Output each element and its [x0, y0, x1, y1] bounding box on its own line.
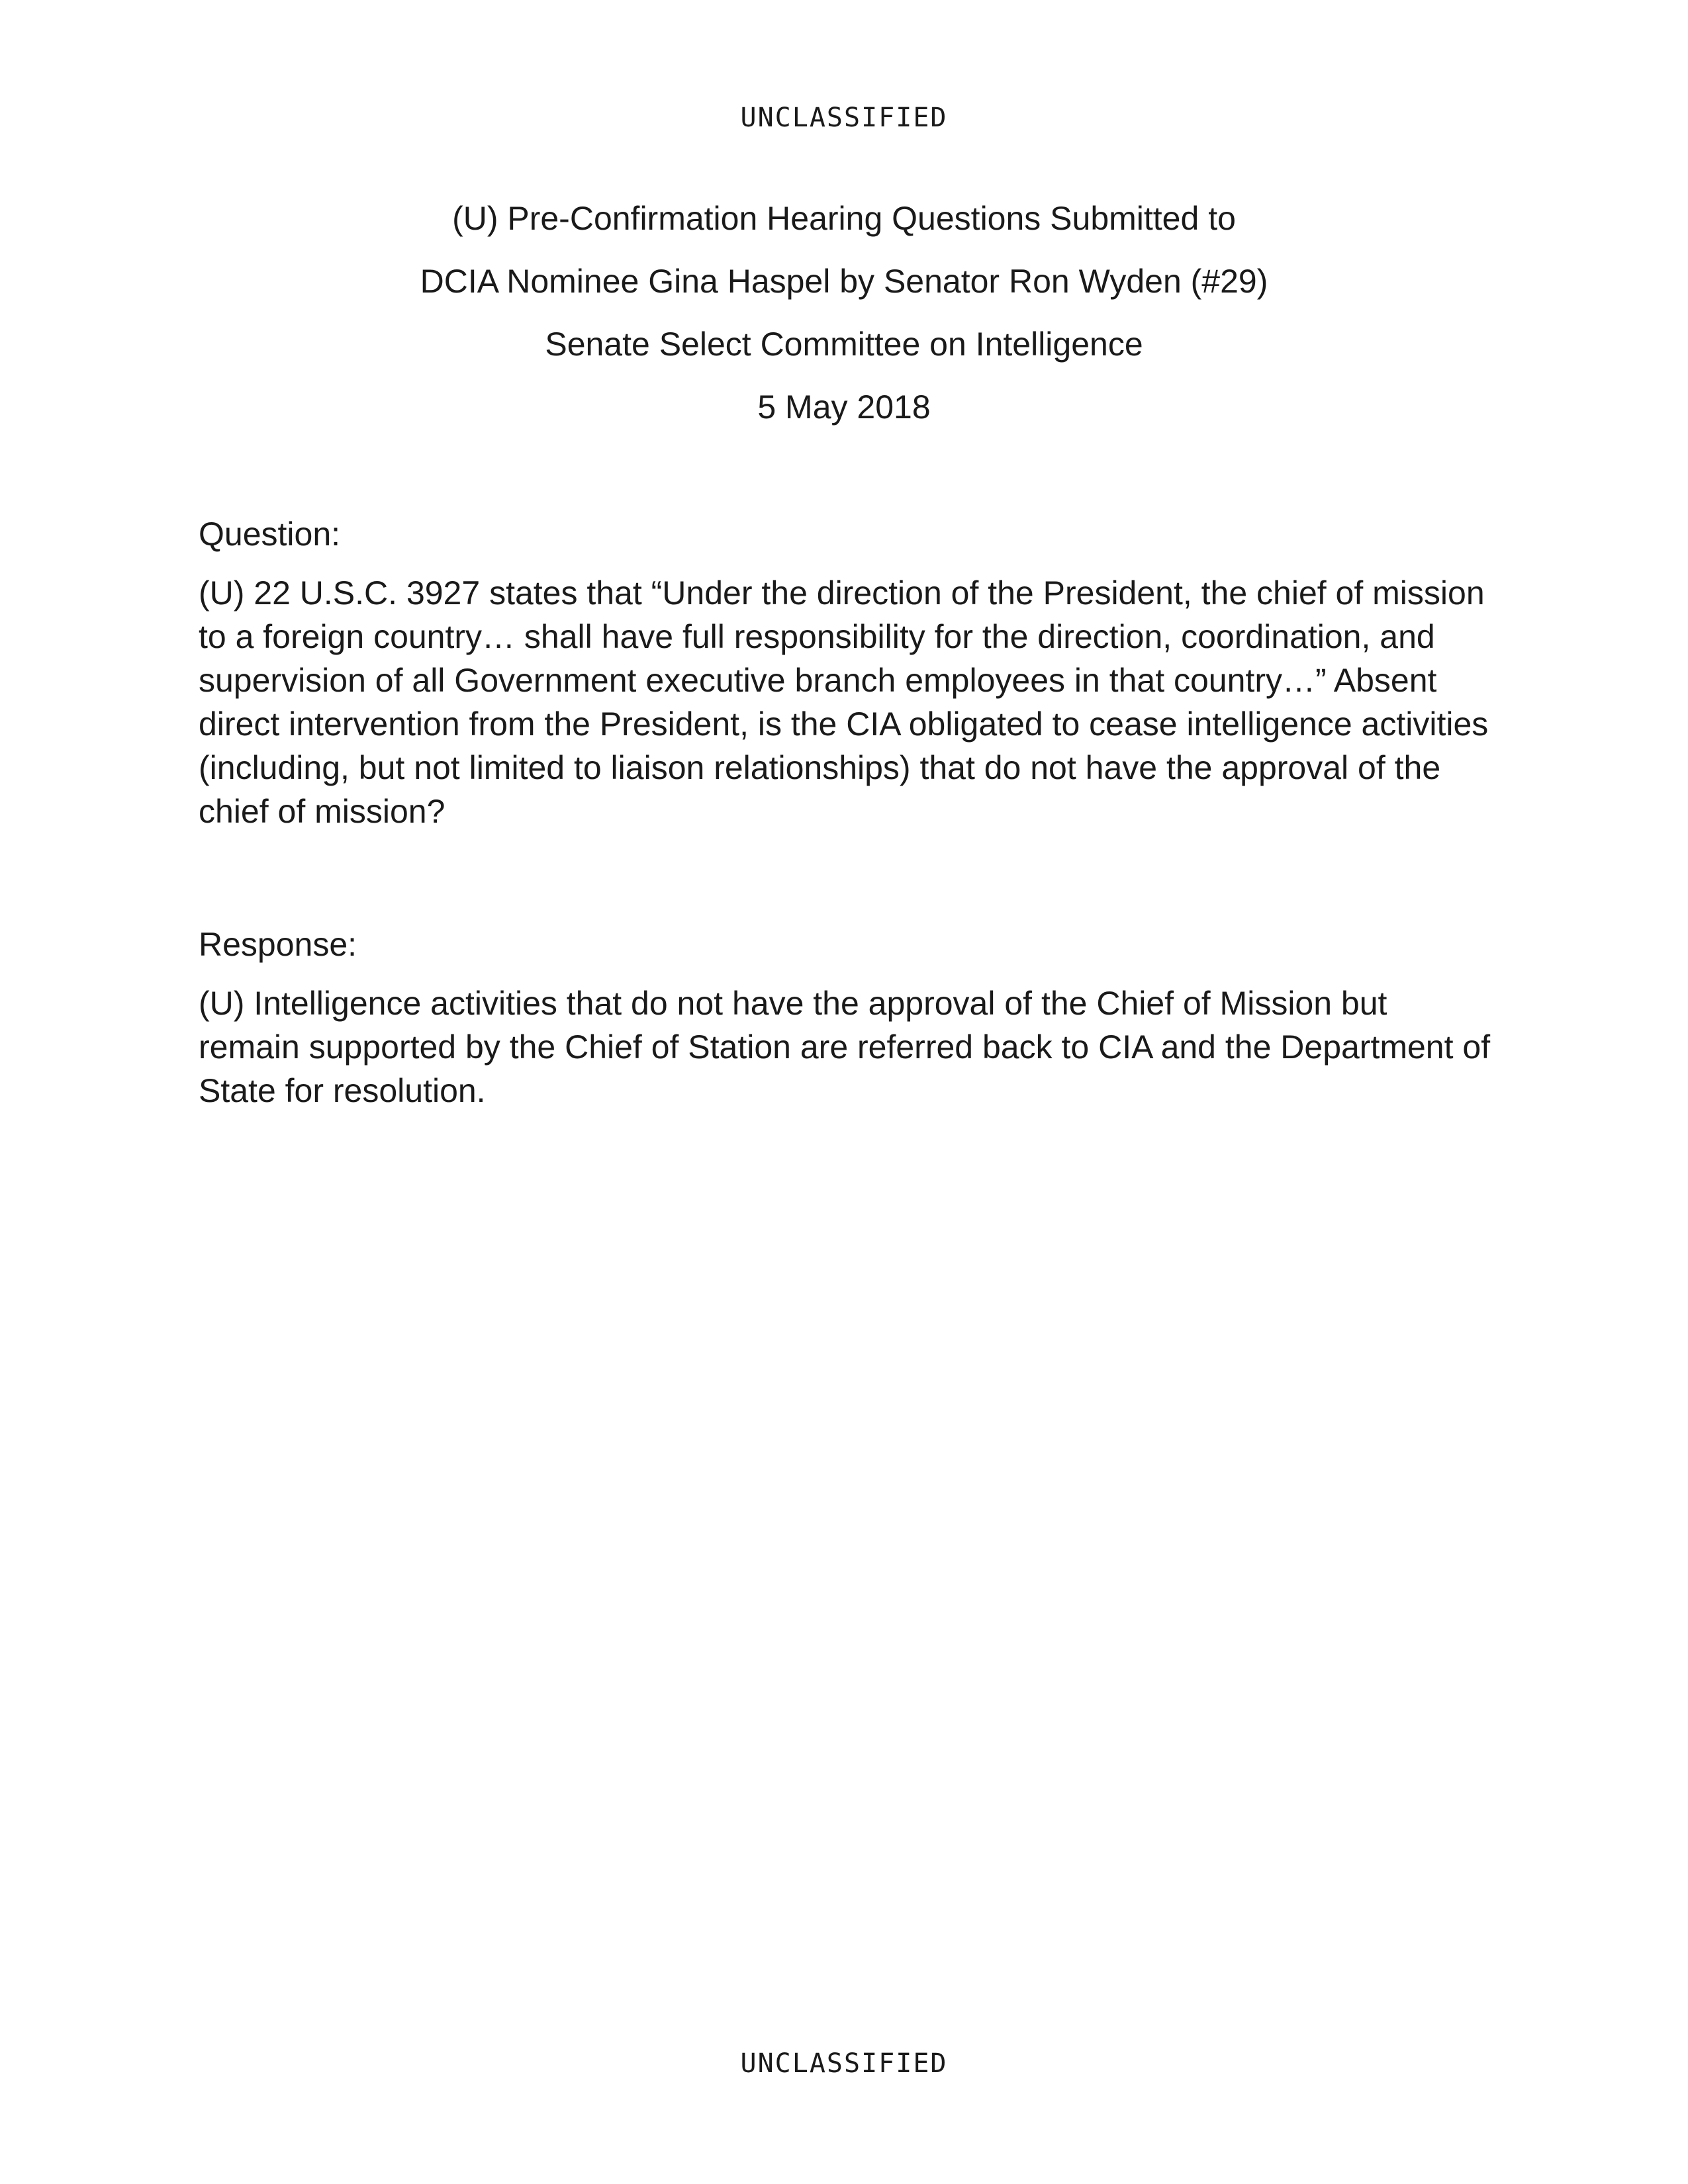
classification-marking-top: UNCLASSIFIED: [740, 103, 948, 133]
title-line-2: DCIA Nominee Gina Haspel by Senator Ron Wyden (#29): [420, 263, 1268, 300]
title-line-1: (U) Pre-Confirmation Hearing Questions Submitted to: [452, 200, 1236, 237]
classification-marking-bottom: UNCLASSIFIED: [740, 2048, 948, 2079]
response-text: (U) Intelligence activities that do not have the approval of the Chief of Mission but remain supported by the Chief of Station are referred back to CIA and the Department of State for resolution.: [199, 985, 1491, 1109]
question-section: [199, 513, 1496, 833]
question-text: (U) 22 U.S.C. 3927 states that “Under the direction of the President, the chief of mission to a foreign country… shall have full responsibility for the direction, coordination, and supervision of all Government executive branch employees in that country…” Absent direct intervention from the President, is the CIA obligated to cease intelligence activities (including, but not limited to liaison relationships) that do not have the approval of the chief of mission?: [199, 574, 1489, 830]
response-section: [199, 923, 1496, 1113]
response-heading: Response:: [199, 926, 357, 963]
question-heading: Question:: [199, 516, 341, 553]
document-title: [0, 197, 1688, 449]
title-line-date: 5 May 2018: [757, 388, 931, 426]
title-line-3: Senate Select Committee on Intelligence: [545, 326, 1143, 363]
